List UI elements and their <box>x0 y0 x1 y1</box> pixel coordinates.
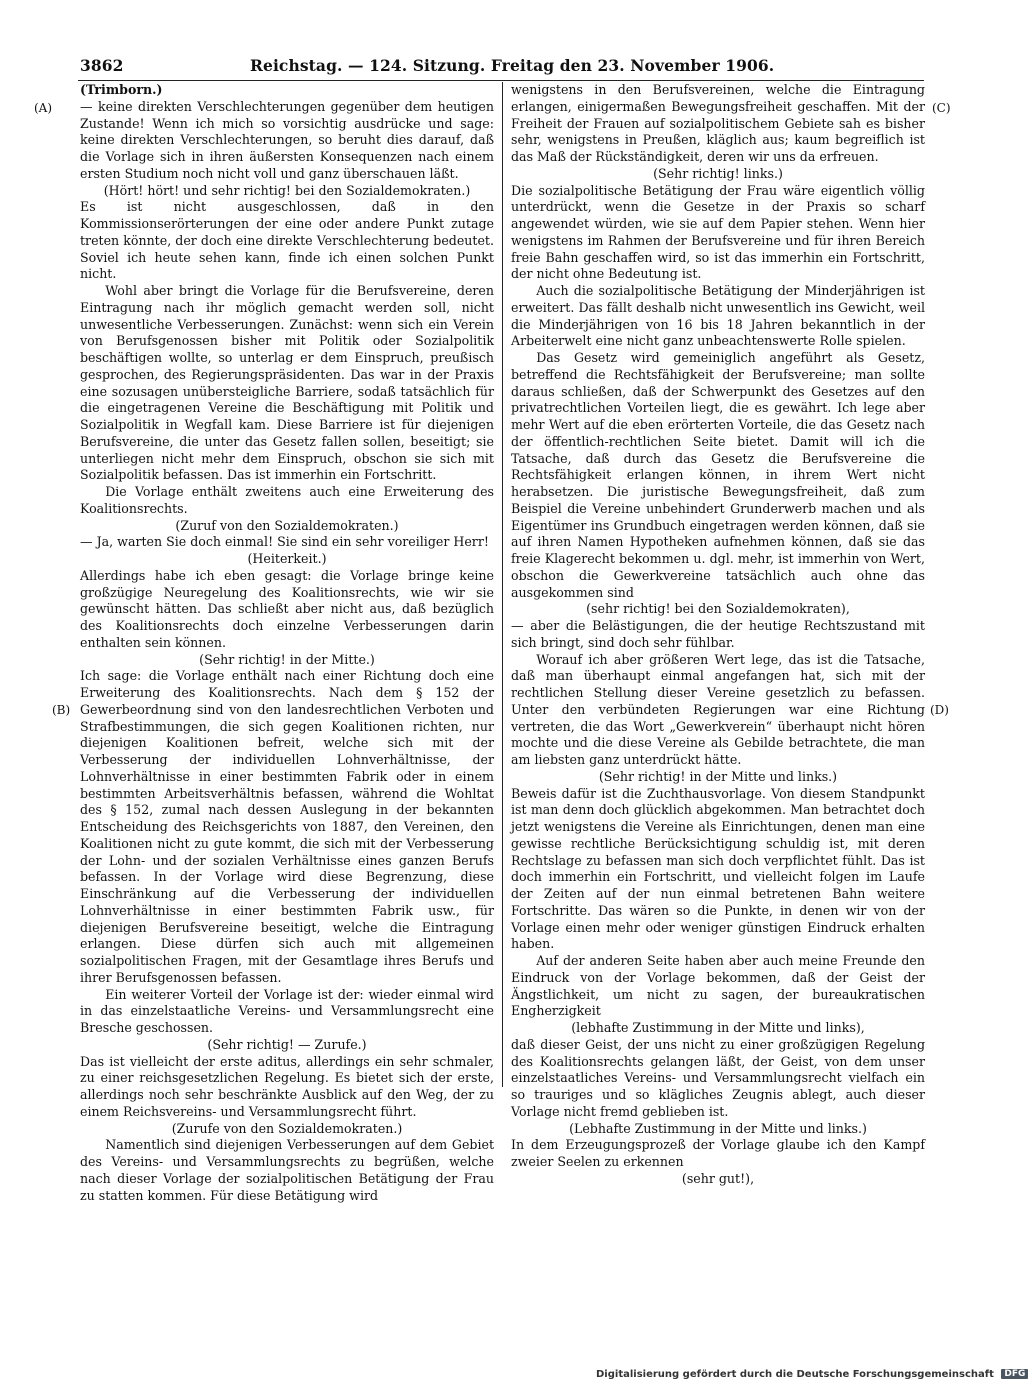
paragraph: Das ist vielleicht der erste aditus, allerdings ein sehr schmaler, zu einer reichsgesetzlichen Regelung. Es bietet sich der erste, allerdings noch sehr beschränkte Ausblick auf den Weg, der zu einem Reichsvereins- und Versammlungsrecht führt. <box>80 1053 494 1119</box>
interjection: (Hört! hört! und sehr richtig! bei den Sozialdemokraten.) <box>103 182 471 198</box>
paragraph: Namentlich sind diejenigen Verbesserungen auf dem Gebiet des Vereins- und Versammlungsrechts zu begrüßen, welche nach dieser Vorlage der sozialpolitischen Betätigung der Frau zu statten kommen. Für diese Betätigung wird <box>80 1137 494 1203</box>
margin-mark-d: (D) <box>930 703 949 717</box>
interjection: (Heiterkeit.) <box>247 551 327 566</box>
paragraph: Auf der anderen Seite haben aber auch meine Freunde den Eindruck von der Vorlage bekommen, daß der Geist der Ängstlichkeit, um nicht zu sagen, der bureaukratischen Engherzigkeit <box>511 953 925 1019</box>
left-column <box>80 82 494 1204</box>
paragraph: Worauf ich aber größeren Wert lege, das ist die Tatsache, daß man überhaupt einmal angefangen hat, sich mit der rechtlichen Stellung dieser Vereine gesetzlich zu befassen. Unter den verbündeten Regierungen war eine Richtung vertreten, die das Wort „Gewerkverein“ überhaupt nicht hören mochte und die diese Vereine als Gebilde betrachtete, die man am liebsten ganz unterdrückt hätte. <box>511 651 925 767</box>
interjection: (lebhafte Zustimmung in der Mitte und links), <box>571 1020 865 1035</box>
header-rule <box>78 80 924 81</box>
paragraph: daß dieser Geist, der uns nicht zu einer großzügigen Regelung des Koalitionsrechts gelangen läßt, der Geist, von dem unser einzelstaatliches Vereins- und Versammlungsrecht vielfach ein so trauriges und so klägliches Zeugnis ablegt, auch dieser Vorlage nicht fremd geblieben ist. <box>511 1036 925 1119</box>
paragraph: Auch die sozialpolitische Betätigung der Minderjährigen ist erweitert. Das fällt deshalb nicht unwesentlich ins Gewicht, weil die Minderjährigen von 16 bis 18 Jahren bekanntlich in der Arbeiterwelt eine nicht ganz unbeachtenswerte Rolle spielen. <box>511 283 925 349</box>
margin-mark-a: (A) <box>34 101 53 115</box>
dfg-logo: DFG <box>1001 1369 1028 1379</box>
paragraph: — aber die Belästigungen, die der heutige Rechtszustand mit sich bringt, sind doch sehr fühlbar. <box>511 618 925 650</box>
paragraph: Ich sage: die Vorlage enthält nach einer Richtung doch eine Erweiterung des Koalitionsrechts. Nach dem § 152 der Gewerbeordnung sind von den landesrechtlichen Verboten und Strafbestimmungen, die sich gegen Koalitionen richten, nur diejenigen Koalitionen befreit, welche sich mit der Verbesserung der individuellen Lohnverhältnisse, der Lohnverhältnisse in einer bestimmten Fabrik oder in einem bestimmten Arbeitsverhältnis befassen, während die Wohltat des § 152, zumal nach dessen Auslegung in der bekannten Entscheidung des Reichsgerichts von 1887, den Vereinen, den Koalitionen nicht zu gute kommt, die sich mit der Verbesserung der Lohn- und der sozialen Verhältnisse eines ganzen Berufs befassen. In der Vorlage wird diese Begrenzung, diese Einschränkung auf die Verbesserung der individuellen Lohnverhältnisse in einer bestimmten Fabrik usw., für diejenigen Berufsvereine beseitigt, welche die Eintragung erlangen. Diese dürfen sich auch mit allgemeinen sozialpolitischen Fragen, mit der Gesamtlage ihres Berufs und ihrer Berufsgenossen befassen. <box>80 668 494 985</box>
paragraph: — keine direkten Verschlechterungen gegenüber dem heutigen Zustande! Wenn ich mich so vorsichtig ausdrücke und sage: keine direkten Verschlechterungen, so beruht dies darauf, daß die Vorlage sich in ihren äußersten Konsequenzen nach einem ersten Studium noch nicht voll und ganz überschauen läßt. <box>80 98 494 181</box>
running-title: Reichstag. — 124. Sitzung. Freitag den 23. November 1906. <box>250 56 775 75</box>
paragraph: Das Gesetz wird gemeiniglich angeführt als Gesetz, betreffend die Rechtsfähigkeit der Berufsvereine; man sollte daraus schließen, daß der Schwerpunkt des Gesetzes auf den privatrechtlichen Vorteilen liegt, die es gewährt. Ich lege aber mehr Wert auf die eben erörterten Vorteile, die das Gesetz nach der öffentlich-rechtlichen Seite bietet. Damit will ich die Tatsache, daß durch das Gesetz die Berufsvereine die Rechtsfähigkeit erlangen können, in ihrem Wert nicht herabsetzen. Die juristische Bewegungsfreiheit, daß zum Beispiel die Vereine unbehindert Grunderwerb machen und als Eigentümer ins Grundbuch eingetragen werden können, daß sie auf ihren Namen Hypotheken aufnehmen können, daß sie das freie Klagerecht bekommen u. dgl. mehr, ist immerhin von Wert, obschon die Gewerkvereine tatsächlich auch ohne das ausgekommen sind <box>511 350 925 600</box>
speaker-name: (Trimborn.) <box>80 82 163 97</box>
interjection: (sehr richtig! bei den Sozialdemokraten), <box>586 601 850 617</box>
paragraph: Ein weiterer Vorteil der Vorlage ist der: wieder einmal wird in das einzelstaatliche Vereins- und Versammlungsrecht eine Bresche geschossen. <box>80 986 494 1035</box>
paragraph: Allerdings habe ich eben gesagt: die Vorlage bringe keine großzügige Neuregelung des Koalitionsrechts, wie wir sie gewünscht hätten. Das schließt aber nicht aus, daß bezüglich des Koalitionsrechts doch einzelne Verbesserungen darin enthalten sein können. <box>80 567 494 650</box>
interjection: (Sehr richtig! links.) <box>653 165 783 181</box>
page-number: 3862 <box>80 56 124 75</box>
footer-text: Digitalisierung gefördert durch die Deutsche Forschungsgemeinschaft <box>596 1369 994 1380</box>
right-column <box>511 82 925 1188</box>
paragraph: Die sozialpolitische Betätigung der Frau wäre eigentlich völlig unterdrückt, wenn die Gesetze in der Praxis so scharf angewendet würden, wie sie auf dem Papier stehen. Wenn hier wenigstens im Rahmen der Berufsvereine und für ihren Bereich freie Bahn geschaffen wird, so ist das immerhin ein Fortschritt, der nicht ohne Bedeutung ist. <box>511 182 925 282</box>
interjection: (Sehr richtig! in der Mitte und links.) <box>598 768 838 784</box>
paragraph: Wohl aber bringt die Vorlage für die Berufsvereine, deren Eintragung nach ihr möglich gemacht werden soll, nicht unwesentliche Verbesserungen. Zunächst: wenn sich ein Verein von Berufsgenossen bisher mit Politik oder Sozialpolitik beschäftigen wollte, so unterlag er dem Einspruch, preußisch gesprochen, des Regierungspräsidenten. Das war in der Praxis eine sozusagen unübersteigliche Barriere, sodaß tatsächlich für die eingetragenen Vereine die Beschäftigung mit Politik und Sozialpolitik in Wegfall kam. Diese Barriere ist für diejenigen Berufsvereine, die unter das Gesetz fallen sollen, beseitigt; sie unterliegen nicht mehr dem Einspruch, obschon sie sich mit Sozialpolitik befassen. Das ist immerhin ein Fortschritt. <box>80 283 494 483</box>
page-header <box>80 56 922 80</box>
interjection: (Zurufe von den Sozialdemokraten.) <box>171 1120 403 1136</box>
paragraph: Es ist nicht ausgeschlossen, daß in den Kommissionserörterungen der eine oder andere Punkt zutage treten könnte, der doch eine direkte Verschlechterung bedeutet. Soviel ich heute sehen kann, finde ich einen solchen Punkt nicht. <box>80 199 494 282</box>
interjection: (sehr gut!), <box>681 1170 755 1186</box>
paragraph: Die Vorlage enthält zweitens auch eine Erweiterung des Koalitionsrechts. <box>80 484 494 516</box>
paragraph: In dem Erzeugungsprozeß der Vorlage glaube ich den Kampf zweier Seelen zu erkennen <box>511 1137 925 1169</box>
margin-mark-c: (C) <box>932 101 951 115</box>
interjection: (Sehr richtig! — Zurufe.) <box>207 1036 367 1052</box>
interjection: (Sehr richtig! in der Mitte.) <box>199 651 375 667</box>
paragraph: wenigstens in den Berufsvereinen, welche die Eintragung erlangen, einigermaßen Bewegungsfreiheit geschaffen. Mit der Freiheit der Frauen auf sozialpolitischem Gebiete sah es bisher sehr, wenigstens in Preußen, kläglich aus; kaum begreiflich ist das Maß der Rückständigkeit, deren wir uns da erfreuen. <box>511 82 925 164</box>
column-divider <box>502 82 503 1087</box>
margin-mark-b: (B) <box>52 703 71 717</box>
paragraph: — Ja, warten Sie doch einmal! Sie sind ein sehr voreiliger Herr! <box>80 534 489 550</box>
footer-credit <box>596 1369 1028 1380</box>
interjection: (Zuruf von den Sozialdemokraten.) <box>175 517 399 533</box>
interjection: (Lebhafte Zustimmung in der Mitte und links.) <box>569 1120 867 1136</box>
paragraph: Beweis dafür ist die Zuchthausvorlage. Von diesem Standpunkt ist man denn doch glücklich abgekommen. Man betrachtet doch jetzt wenigstens die Vereine als Einrichtungen, denen man eine gewisse rechtliche Berücksichtigung schuldig ist, mit deren Rechtslage zu befassen man sich doch verpflichtet fühlt. Das ist doch immerhin ein Fortschritt, und vielleicht folgen im Laufe der Zeiten auf der nun einmal betretenen Bahn weitere Fortschritte. Das wären so die Punkte, in denen wir von der Vorlage einen mehr oder weniger günstigen Eindruck erhalten haben. <box>511 785 925 952</box>
